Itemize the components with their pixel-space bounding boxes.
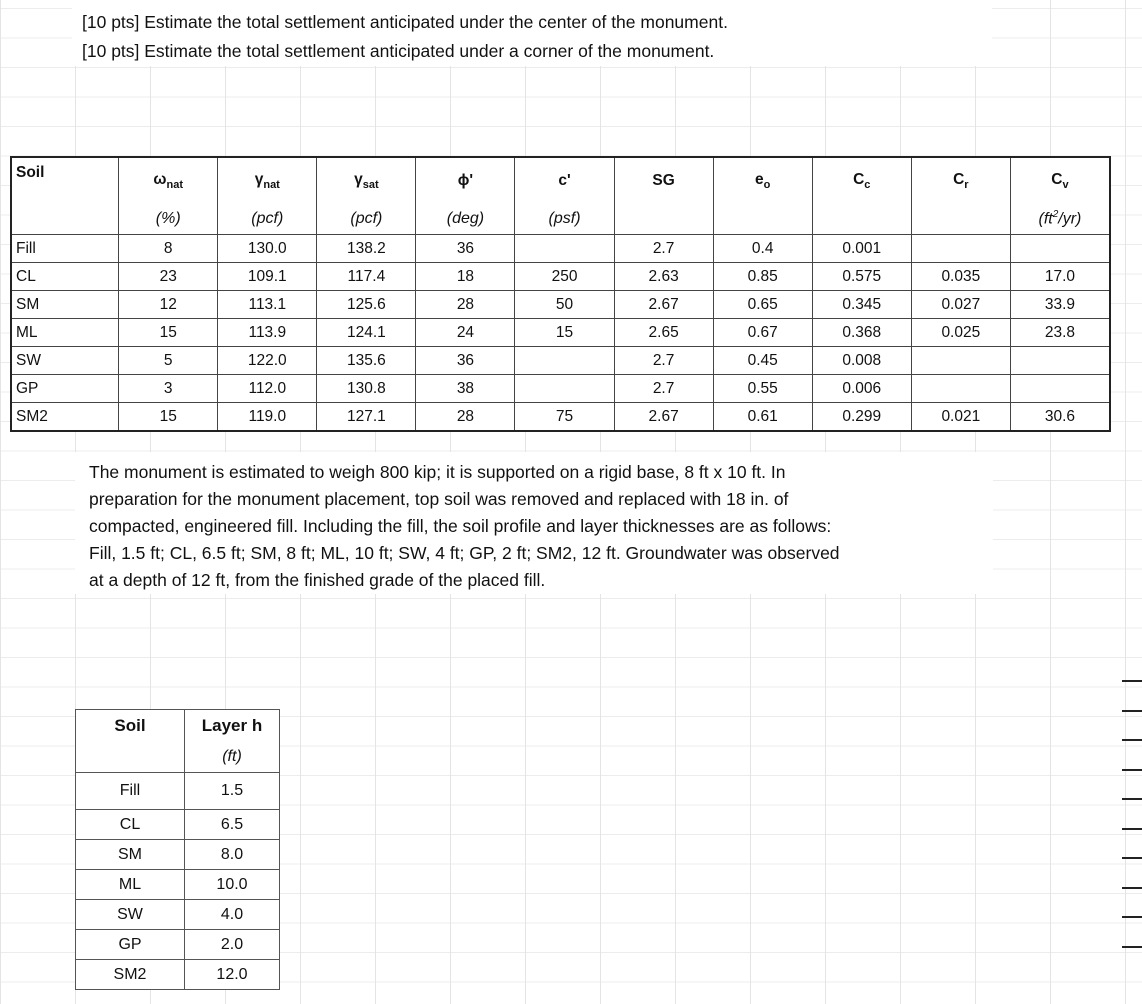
layer-cell-h: 10.0	[185, 870, 280, 900]
layer-table-units-row	[76, 742, 280, 773]
cell-gnat: 122.0	[218, 347, 317, 375]
header-cv: $C_v$	[1010, 157, 1110, 204]
cell-cr	[911, 347, 1010, 375]
cell-cv	[1010, 235, 1110, 263]
description-line: Fill, 1.5 ft; CL, 6.5 ft; SM, 8 ft; ML, 10 ft; SW, 4 ft; GP, 2 ft; SM2, 12 ft. Groundwater was observed	[89, 543, 840, 563]
unit-sg	[614, 204, 713, 235]
cell-cr: 0.035	[911, 263, 1010, 291]
header-cr: $C_r$	[911, 157, 1010, 204]
description-line: compacted, engineered fill. Including the fill, the soil profile and layer thicknesses are as follows:	[89, 516, 832, 536]
soil-table-units-row	[11, 204, 1110, 235]
cell-soil: ML	[11, 319, 119, 347]
soil-row	[11, 347, 1110, 375]
grid-edge-marks	[1122, 680, 1142, 975]
cell-c	[515, 347, 614, 375]
cell-soil: CL	[11, 263, 119, 291]
cell-gsat: 124.1	[317, 319, 416, 347]
cell-gnat: 119.0	[218, 403, 317, 432]
layer-cell-h: 4.0	[185, 900, 280, 930]
cell-sg: 2.67	[614, 291, 713, 319]
layer-cell-h: 1.5	[185, 773, 280, 810]
unit-gamma-nat: (pcf)	[218, 204, 317, 235]
cell-cr: 0.021	[911, 403, 1010, 432]
unit-cr	[911, 204, 1010, 235]
layer-cell-h: 12.0	[185, 960, 280, 990]
layer-unit-h: (ft)	[185, 742, 280, 773]
soil-row	[11, 375, 1110, 403]
unit-e0	[713, 204, 812, 235]
cell-w: 15	[119, 319, 218, 347]
soil-row	[11, 319, 1110, 347]
cell-gsat: 125.6	[317, 291, 416, 319]
layer-row	[76, 840, 280, 870]
unit-gamma-sat: (pcf)	[317, 204, 416, 235]
cell-c: 75	[515, 403, 614, 432]
layer-cell-soil: SM	[76, 840, 185, 870]
layer-cell-soil: SM2	[76, 960, 185, 990]
cell-cv: 33.9	[1010, 291, 1110, 319]
soil-row	[11, 235, 1110, 263]
cell-sg: 2.67	[614, 403, 713, 432]
cell-c: 50	[515, 291, 614, 319]
cell-c: 15	[515, 319, 614, 347]
cell-c	[515, 235, 614, 263]
unit-cc	[812, 204, 911, 235]
cell-cr	[911, 235, 1010, 263]
problem-description	[75, 452, 993, 594]
cell-sg: 2.7	[614, 347, 713, 375]
cell-c	[515, 375, 614, 403]
cell-e0: 0.85	[713, 263, 812, 291]
layer-row	[76, 930, 280, 960]
cell-e0: 0.4	[713, 235, 812, 263]
layer-cell-soil: Fill	[76, 773, 185, 810]
header-gamma-nat: $\gamma_{nat}$	[218, 157, 317, 204]
soil-table-header-row	[11, 157, 1110, 204]
layer-cell-soil: CL	[76, 810, 185, 840]
cell-w: 12	[119, 291, 218, 319]
cell-cr: 0.027	[911, 291, 1010, 319]
cell-soil: GP	[11, 375, 119, 403]
layer-row	[76, 900, 280, 930]
cell-sg: 2.65	[614, 319, 713, 347]
description-line: The monument is estimated to weigh 800 kip; it is supported on a rigid base, 8 ft x 10 ft. In	[89, 462, 786, 482]
description-line: at a depth of 12 ft, from the finished grade of the placed fill.	[89, 570, 546, 590]
header-sg: SG	[614, 157, 713, 204]
cell-w: 23	[119, 263, 218, 291]
question-2: [10 pts] Estimate the total settlement anticipated under a corner of the monument.	[82, 41, 715, 61]
soil-row	[11, 263, 1110, 291]
unit-water-content: (%)	[119, 204, 218, 235]
soil-row	[11, 403, 1110, 432]
cell-w: 8	[119, 235, 218, 263]
unit-cv: $(ft^2/yr)$	[1010, 204, 1110, 235]
cell-phi: 36	[416, 235, 515, 263]
description-line: preparation for the monument placement, top soil was removed and replaced with 18 in. of	[89, 489, 789, 509]
layer-row	[76, 773, 280, 810]
header-phi: ϕ'	[416, 157, 515, 204]
cell-cc: 0.006	[812, 375, 911, 403]
layer-table-header-row	[76, 710, 280, 743]
layer-unit-soil	[76, 742, 185, 773]
layer-header-soil: Soil	[76, 710, 185, 743]
soil-table-body	[11, 235, 1110, 432]
cell-sg: 2.7	[614, 235, 713, 263]
cell-gnat: 109.1	[218, 263, 317, 291]
cell-cv	[1010, 375, 1110, 403]
cell-cc: 0.008	[812, 347, 911, 375]
cell-w: 3	[119, 375, 218, 403]
soil-properties-table	[10, 156, 1111, 432]
cell-soil: Fill	[11, 235, 119, 263]
header-cc: $C_c$	[812, 157, 911, 204]
cell-w: 15	[119, 403, 218, 432]
cell-phi: 28	[416, 291, 515, 319]
questions	[82, 8, 728, 66]
cell-cv: 17.0	[1010, 263, 1110, 291]
cell-e0: 0.65	[713, 291, 812, 319]
cell-cc: 0.575	[812, 263, 911, 291]
layer-cell-h: 2.0	[185, 930, 280, 960]
layer-cell-h: 6.5	[185, 810, 280, 840]
cell-e0: 0.67	[713, 319, 812, 347]
header-soil: Soil	[11, 157, 119, 204]
cell-e0: 0.45	[713, 347, 812, 375]
unit-phi: (deg)	[416, 204, 515, 235]
layer-row	[76, 810, 280, 840]
layer-thickness-table	[75, 709, 280, 990]
cell-phi: 36	[416, 347, 515, 375]
cell-cv: 23.8	[1010, 319, 1110, 347]
cell-w: 5	[119, 347, 218, 375]
header-water-content: $\omega_{nat}$	[119, 157, 218, 204]
cell-soil: SM	[11, 291, 119, 319]
cell-sg: 2.7	[614, 375, 713, 403]
cell-cr: 0.025	[911, 319, 1010, 347]
cell-cv: 30.6	[1010, 403, 1110, 432]
cell-cc: 0.299	[812, 403, 911, 432]
cell-gsat: 138.2	[317, 235, 416, 263]
header-e0: $e_o$	[713, 157, 812, 204]
layer-cell-soil: ML	[76, 870, 185, 900]
soil-row	[11, 291, 1110, 319]
cell-gsat: 135.6	[317, 347, 416, 375]
cell-phi: 38	[416, 375, 515, 403]
cell-gsat: 127.1	[317, 403, 416, 432]
cell-cc: 0.345	[812, 291, 911, 319]
cell-gsat: 117.4	[317, 263, 416, 291]
layer-row	[76, 870, 280, 900]
layer-cell-h: 8.0	[185, 840, 280, 870]
layer-cell-soil: GP	[76, 930, 185, 960]
cell-phi: 18	[416, 263, 515, 291]
cell-soil: SW	[11, 347, 119, 375]
cell-phi: 28	[416, 403, 515, 432]
cell-gnat: 130.0	[218, 235, 317, 263]
cell-e0: 0.61	[713, 403, 812, 432]
cell-sg: 2.63	[614, 263, 713, 291]
layer-header-h: Layer h	[185, 710, 280, 743]
unit-soil	[11, 204, 119, 235]
cell-cc: 0.001	[812, 235, 911, 263]
layer-row	[76, 960, 280, 990]
header-cohesion: c'	[515, 157, 614, 204]
unit-cohesion: (psf)	[515, 204, 614, 235]
cell-gnat: 112.0	[218, 375, 317, 403]
cell-gnat: 113.1	[218, 291, 317, 319]
layer-cell-soil: SW	[76, 900, 185, 930]
cell-cc: 0.368	[812, 319, 911, 347]
cell-soil: SM2	[11, 403, 119, 432]
question-1: [10 pts] Estimate the total settlement anticipated under the center of the monument.	[82, 12, 728, 32]
layer-table-body	[76, 773, 280, 990]
cell-cv	[1010, 347, 1110, 375]
cell-phi: 24	[416, 319, 515, 347]
cell-gnat: 113.9	[218, 319, 317, 347]
cell-c: 250	[515, 263, 614, 291]
cell-gsat: 130.8	[317, 375, 416, 403]
header-gamma-sat: $\gamma_{sat}$	[317, 157, 416, 204]
cell-cr	[911, 375, 1010, 403]
cell-e0: 0.55	[713, 375, 812, 403]
